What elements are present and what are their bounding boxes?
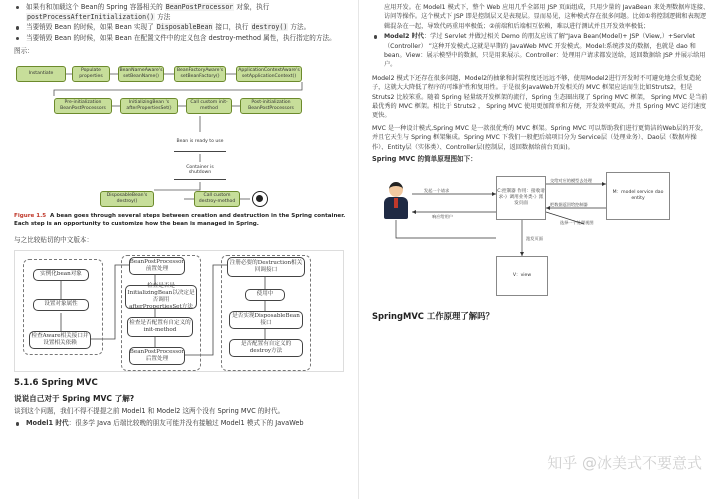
step-populate: Populate properties: [72, 66, 110, 82]
zh-using: 使用中: [245, 289, 285, 301]
model-intro-paragraph: 谈到这个问题，我们不得不提提之前 Model1 和 Model2 这两个没有 Spring MVC 的时代。: [14, 406, 285, 415]
end-state-icon: [252, 191, 268, 207]
zh-aware: 检查Aware相关接口并设置相关依赖: [29, 331, 91, 349]
code-span: BeanPostProcessor: [165, 3, 234, 11]
caption-text: A bean goes through several steps between creation and destruction in the Spring container. Each step is an opportunity to customize how the bean is managed in Spring.: [14, 212, 346, 227]
label-response: 响应给用户: [432, 213, 453, 219]
zh-custom-init: 检查是否配置有自定义的init-method: [127, 317, 193, 337]
step-pre-init: Pre-initialization BeanPostProcessors: [54, 98, 112, 114]
step-initializing: InitializingBean 's afterPropertiesSet(): [120, 98, 178, 114]
bullet-text: 如果有和加载这个 Bean的 Spring 容器相关的: [26, 3, 165, 11]
bottom-heading: SpringMVC 工作原理了解吗？: [372, 310, 494, 321]
zh-instantiate: 实例化bean对象: [33, 269, 89, 281]
code-span: destroy(): [251, 23, 288, 32]
bullet-text: 当要销毁 Bean 的时候，如果 Bean 实现了: [26, 23, 156, 32]
step-custom-init: Call custom init-method: [186, 98, 232, 114]
page-divider: [358, 0, 359, 499]
model1-continuation: 应用开发。在 Model1 模式下，整个 Web 应用几乎全部用 JSP 页面组成，只用少量的 JavaBean 来处理数据库连接、访问等操作。这个模式下 JSP 即是控制层又是表现层。显而易见，这种模式存在很多问题。比如①将控制逻辑和表现逻辑混杂在一起，导致代码重用率极低；②前端和后端相互依赖，难以进行测试并且开发效率极低；: [384, 4, 710, 30]
zh-init-check: 检查是否是InitializingBean以决定是否调用afterPropertiesSet方法: [125, 285, 197, 309]
code-span: DisposableBean: [156, 23, 213, 32]
caption-figure-number: Figure 1.5: [14, 212, 47, 219]
step-context-aware: ApplicationContextAware's setApplicationContext(): [236, 66, 302, 82]
zh-register: 注册必要的Destruction相关回调接口: [227, 257, 305, 277]
label-request: 发起一个请求: [424, 187, 450, 193]
zh-lifecycle-diagram: [14, 250, 344, 372]
label-return-data: 把数据返回给控制器: [550, 201, 588, 207]
bullet-text: 当要销毁 Bean 的时候，如果 Bean 在配置文件中的定义包含 destroy-method 属性，执行指定的方法。: [26, 33, 336, 42]
step-factory-aware: BeanFactoryAware's setBeanFactory(): [174, 66, 226, 82]
bullet-model2: [372, 32, 712, 70]
state-ready: Bean is ready to use: [174, 132, 226, 152]
view-box: V：view: [496, 256, 548, 296]
chinese-intro: 与之比较贴切的中文版本：: [14, 235, 94, 244]
user-icon: [382, 182, 410, 220]
controller-box: C:控制器 作用：接收请求-》调用业务类-》派发页面: [496, 176, 546, 220]
bullet-model1: [14, 419, 350, 429]
diagram-heading: Spring MVC 的简单原理图如下：: [372, 155, 477, 164]
step-custom-destroy: Call custom destroy-method: [194, 191, 240, 207]
zh-destroy: 是否配置有自定义的destroy方法: [229, 339, 303, 357]
zh-bpp-post: BeanPostProcessor 后置处理: [129, 347, 185, 365]
bullet-text: ：学过 Servlet 并做过相关 Demo 的朋友应该了解“Java Bean(Model)+ JSP（View,）+Servlet（Controller） ”这种开发模式,这就是早期的 JavaWeb MVC 开发模式。Model:系统涉及的数据，也就是 dao 和 bean。View：展示模型中的数据，只是用来展示。Controller：处理用户请求都发送给，返回数据给 JSP 并展示给用户。: [384, 33, 706, 69]
section-heading: 5.1.6 Spring MVC: [14, 377, 98, 388]
bullet-text: 方法。: [288, 23, 311, 32]
bullet-bpp-after: [14, 3, 350, 22]
zh-set-props: 设置对象属性: [33, 299, 89, 311]
model-box: M：model service dao entity: [606, 172, 670, 220]
step-instantiate: Instantiate: [16, 66, 66, 82]
label-call-model: 交给对应的模型去处理: [550, 177, 592, 183]
mvc-diagram: [372, 168, 708, 300]
figure-intro: 图示：: [14, 47, 34, 56]
left-page: [0, 0, 356, 499]
model2-problems-paragraph: Model2 模式下还存在很多问题，Model2的抽象和封装程度还远远不够，使用Model2进行开发时不可避免地会重复造轮子，这就大大降低了程序的可维护性和复用性。于是很多JavaWeb开发相关的 MVC 框架应运而生比如Struts2，但是 Struts2 比较笨重。随着 Spring 轻量级开发框架的流行，Spring 生态圈出现了 Spring MVC 框架， Spring MVC 是当前最优秀的 MVC 框架。相比于 Struts2 ， Spring MVC 使用更加简单和方便，开发效率更高，并且 Spring MVC 运行速度更快。: [372, 74, 708, 120]
code-span: postProcessAfterInitialization(): [27, 12, 155, 21]
bullet-disposable: [14, 23, 350, 33]
label-dispatch: 派发页面: [526, 235, 543, 241]
zh-bpp-pre: BeanPostProcessor 前置处理: [129, 257, 185, 275]
label-choose-view: 选择一个处理视图: [560, 219, 594, 225]
step-disposable: DisposableBean's destroy(): [100, 191, 154, 207]
bullet-text: ：很多学 Java 后端比较晚的朋友可能并没有接触过 Model1 模式下的 JavaWeb: [68, 419, 304, 428]
bullet-text: 接口，执行: [213, 23, 251, 32]
sub-heading: 说说自己对于 Spring MVC 了解?: [14, 393, 135, 403]
bullet-text: 方法: [155, 12, 171, 21]
lifecycle-figure: [14, 60, 350, 230]
bullet-destroy-method: [14, 34, 350, 44]
bullet-text: 对象，执行: [234, 3, 270, 11]
watermark: 知乎 @冰美式不要意式: [547, 454, 702, 472]
step-post-init: Post-initialization BeanPostProcessors: [240, 98, 302, 114]
zh-disposable: 是否实现DisposableBean接口: [229, 311, 303, 329]
spring-mvc-paragraph: MVC 是一种设计模式,Spring MVC 是一款很优秀的 MVC 框架。Spring MVC 可以帮助我们进行更简洁的Web层的开发，并且它天生与 Spring 框架集成。Spring MVC 下我们一般把后端项目分为 Service层（处理业务）、Dao层（数据库操作）、Entity层（实体类）、Controller层(控制层，返回数据给前台页面)。: [372, 124, 708, 151]
right-page: [362, 0, 720, 499]
step-name-aware: BeanNameAware's setBeanName(): [118, 66, 164, 82]
bullet-bold: Model2 时代: [384, 33, 424, 41]
state-shutdown: Container is shutdown: [174, 162, 226, 180]
bullet-bold: Model1 时代: [26, 419, 69, 428]
